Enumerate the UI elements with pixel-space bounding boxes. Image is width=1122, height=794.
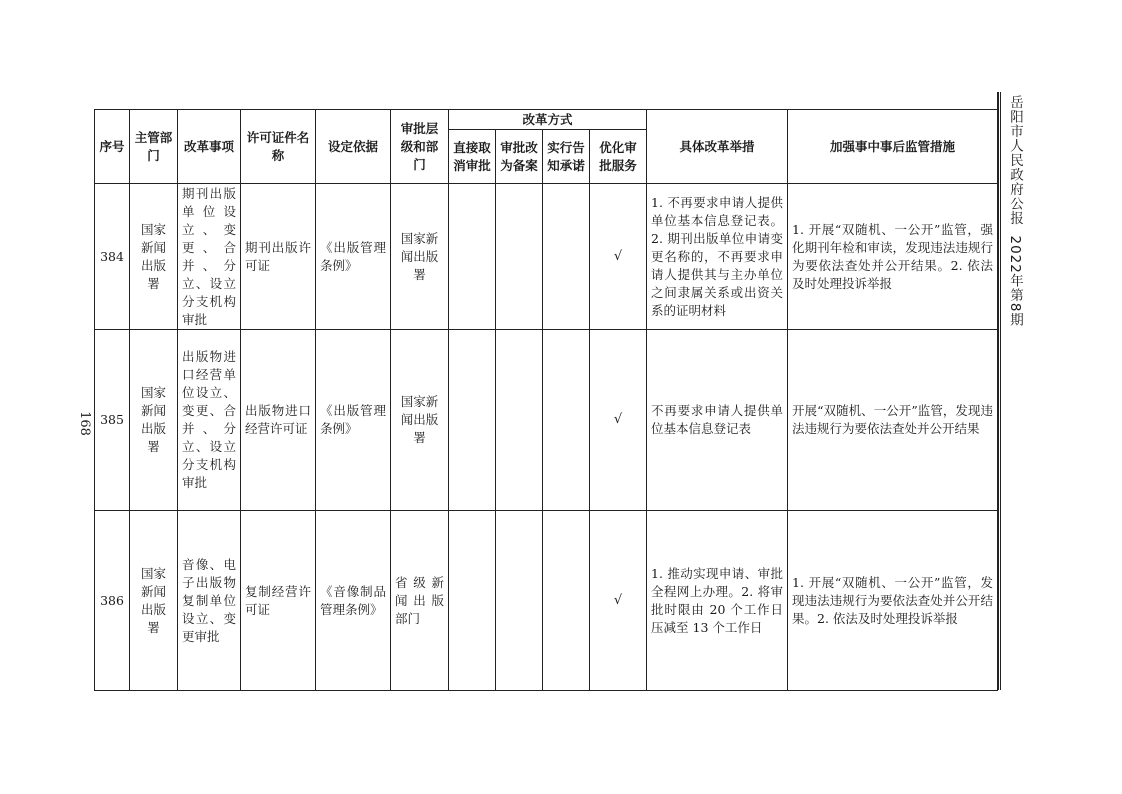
cell-license: 出版物进口经营许可证 — [241, 330, 316, 511]
header-department: 主管部门 — [130, 110, 178, 184]
journal-issue-end: 期 — [1007, 312, 1023, 327]
cell-measures: 1. 推动实现申请、审批全程网上办理。2. 将审批时限由 20 个工作日压减至 13 个工作日 — [647, 511, 788, 691]
header-reform-mode: 改革方式 — [449, 110, 647, 130]
cell-level: 省级新闻出版部门 — [391, 511, 449, 691]
cell-supervision: 1. 开展“双随机、一公开”监管，发现违法违规行为要依法查处并公开结果。2. 依法及时处理投诉举报 — [788, 511, 998, 691]
header-measures: 具体改革举措 — [647, 110, 788, 184]
cell-supervision: 开展“双随机、一公开”监管，发现违法违规行为要依法查处并公开结果 — [788, 330, 998, 511]
cell-cancel — [449, 330, 496, 511]
cell-seq: 385 — [95, 330, 130, 511]
cell-measures: 1. 不再要求申请人提供单位基本信息登记表。2. 期刊出版单位申请变更名称的，不再要求申请人提供其与主办单位之间隶属关系或出资关系的证明材料 — [647, 184, 788, 330]
cell-level: 国家新闻出版署 — [391, 184, 449, 330]
header-mode-optimize: 优化审批服务 — [590, 130, 647, 184]
journal-issue-number: 8 — [1007, 302, 1023, 313]
cell-notify — [543, 184, 590, 330]
cell-item: 期刊出版单位设立、变更、合并、分立、设立分支机构审批 — [178, 184, 241, 330]
cell-level: 国家新闻出版署 — [391, 330, 449, 511]
cell-item: 出版物进口经营单位设立、变更、合并、分立、设立分支机构审批 — [178, 330, 241, 511]
cell-seq: 386 — [95, 511, 130, 691]
header-divider-rule — [997, 92, 999, 690]
cell-department: 国家新闻出版署 — [130, 330, 178, 511]
cell-optimize-check: √ — [590, 511, 647, 691]
reform-table — [94, 109, 998, 691]
journal-name: 岳阳市人民政府公报 — [1007, 95, 1023, 226]
cell-filing — [496, 184, 543, 330]
cell-filing — [496, 511, 543, 691]
cell-cancel — [449, 511, 496, 691]
header-mode-filing: 审批改为备案 — [496, 130, 543, 184]
header-level: 审批层级和部门 — [391, 110, 449, 184]
cell-department: 国家新闻出版署 — [130, 511, 178, 691]
header-seq: 序号 — [95, 110, 130, 184]
cell-license: 复制经营许可证 — [241, 511, 316, 691]
cell-notify — [543, 330, 590, 511]
header-divider-rule-inner — [1000, 92, 1001, 690]
table-row — [95, 511, 998, 691]
cell-supervision: 1. 开展“双随机、一公开”监管，强化期刊年检和审读，发现违法违规行为要依法查处并公开结果。2. 依法及时处理投诉举报 — [788, 184, 998, 330]
table-row — [95, 184, 998, 330]
cell-optimize-check: √ — [590, 184, 647, 330]
header-supervision: 加强事中事后监管措施 — [788, 110, 998, 184]
table-row — [95, 330, 998, 511]
cell-filing — [496, 330, 543, 511]
page-number: 168 — [76, 411, 92, 436]
cell-item: 音像、电子出版物复制单位设立、变更审批 — [178, 511, 241, 691]
cell-basis: 《出版管理条例》 — [316, 184, 391, 330]
cell-department: 国家新闻出版署 — [130, 184, 178, 330]
header-item: 改革事项 — [178, 110, 241, 184]
running-header — [1006, 95, 1024, 327]
cell-basis: 《出版管理条例》 — [316, 330, 391, 511]
cell-measures: 不再要求申请人提供单位基本信息登记表 — [647, 330, 788, 511]
cell-basis: 《音像制品管理条例》 — [316, 511, 391, 691]
header-mode-notify: 实行告知承诺 — [543, 130, 590, 184]
cell-optimize-check: √ — [590, 330, 647, 511]
header-license: 许可证件名称 — [241, 110, 316, 184]
table-header-row — [95, 110, 998, 130]
cell-license: 期刊出版许可证 — [241, 184, 316, 330]
journal-issue-label: 年第 — [1007, 273, 1023, 303]
journal-year: 2022 — [1007, 235, 1023, 274]
cell-seq: 384 — [95, 184, 130, 330]
cell-notify — [543, 511, 590, 691]
cell-cancel — [449, 184, 496, 330]
header-mode-cancel: 直接取消审批 — [449, 130, 496, 184]
header-basis: 设定依据 — [316, 110, 391, 184]
